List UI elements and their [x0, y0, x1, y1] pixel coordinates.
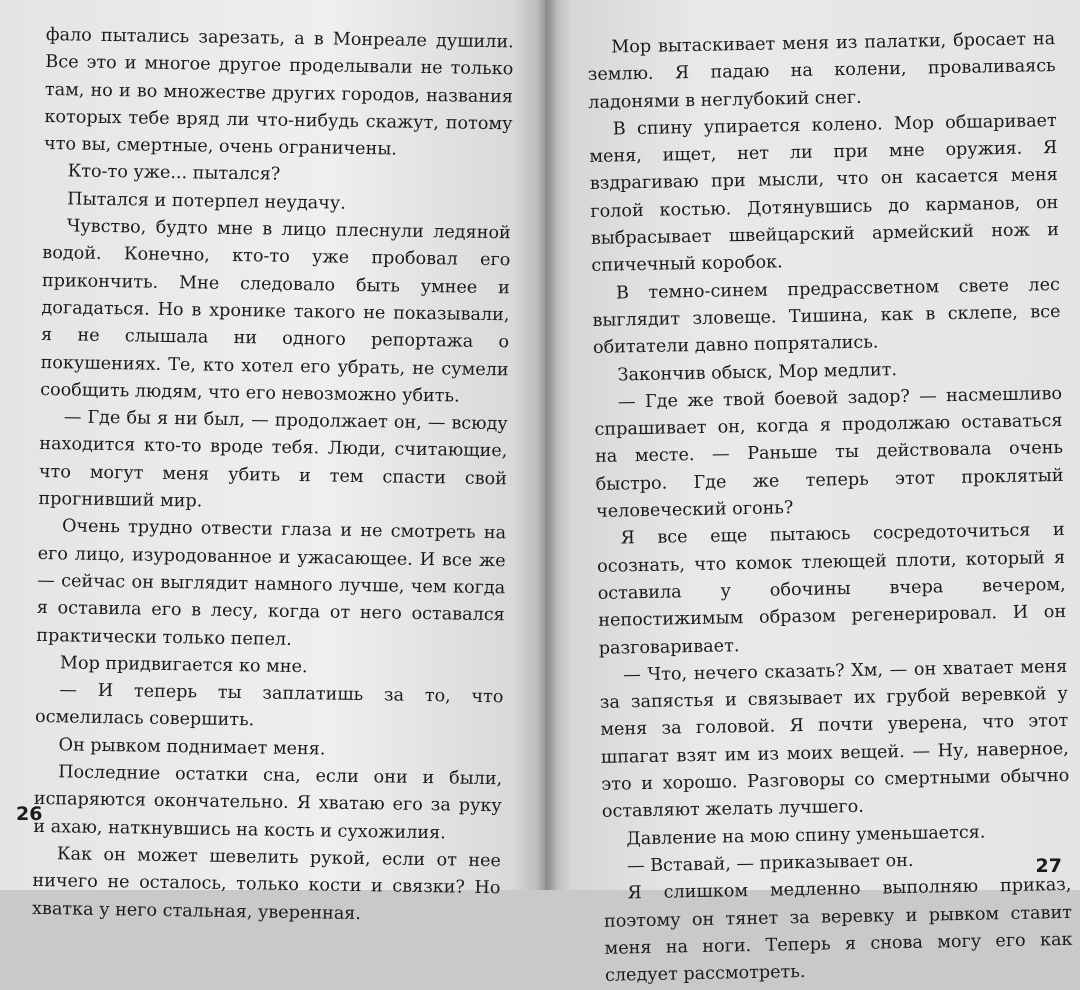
paragraph: Мор придвигается ко мне.: [59, 653, 308, 678]
paragraph: фало пытались зарезать, а в Монреале душили. Все это и многое другое проделывали не только там, но и во множестве других городов, названия которых тебе вряд ли что-нибудь скажут, потому что вы, смертные, очень ограничены.: [43, 24, 514, 160]
book-gutter-shadow: [536, 0, 558, 890]
paragraph: — Вставай, — приказывает он.: [626, 850, 914, 877]
paragraph: Давление на мою спину уменьшается.: [626, 822, 986, 849]
left-page-text: [32, 22, 514, 930]
paragraph: Я все еще пытаюсь сосредоточиться и осознать, что комок тлеющей плоти, который я оставила у обочины вчера вечером, непостижимым образом регенерировал. И он разговаривает.: [597, 520, 1067, 659]
right-page: [545, 0, 1080, 986]
page-number-left: 26: [16, 803, 43, 825]
paragraph: Чувство, будто мне в лицо плеснули ледяной водой. Конечно, кто-то уже пробовал его прикончить. Мне следовало быть умнее и догадаться. Но в хронике такого не показывали, я не слышала ни одного репортажа о покушениях. Те, кто хотел его убрать, не сумели сообщить людям, что его невозможно убить.: [40, 216, 511, 407]
paragraph: — Где же твой боевой задор? — насмешливо спрашивает он, когда я продолжаю оставаться на месте. — Раньше ты действовала очень быстро. Где же теперь этот проклятый человеческий огонь?: [594, 383, 1064, 522]
paragraph: — Что, нечего сказать? Хм, — он хватает меня за запястья и связывает их грубой веревкой у меня за головой. Я почти уверена, что этот шпагат взят им из моих вещей. — Ну, наверное, это и хорошо. Разговоры со смертными обычно оставляют желать лучшего.: [599, 656, 1070, 823]
right-page-text: [587, 26, 1073, 990]
paragraph: Кто-то уже... пытался?: [67, 161, 281, 186]
left-page: [0, 0, 545, 924]
page-number-right: 27: [1035, 855, 1062, 877]
paragraph: — Где бы я ни был, — продолжает он, — всюду находится кто-то вроде тебя. Люди, считающие, что могут меня убить и тем спасти свой прогнивший мир.: [38, 407, 508, 512]
paragraph: Последние остатки сна, если они и были, испаряются окончательно. Я хватаю его за руку и ахаю, наткнувшись на кость и сухожилия.: [33, 762, 503, 843]
paragraph: В спину упирается колено. Мор обшаривает меня, ищет, нет ли при мне оружия. Я вздрагиваю при мысли, что он касается меня голой костью. Дотянувшись до карманов, он выбрасывает швейцарский армейский нож и спичечный коробок.: [589, 110, 1060, 277]
paragraph: Очень трудно отвести глаза и не смотреть на его лицо, изуродованное и ужасающее. И все же — сейчас он выглядит намного лучше, чем когда я оставила его в лесу, когда от него оставался практически только пепел.: [36, 516, 507, 650]
paragraph: — И теперь ты заплатишь за то, что осмелилась совершить.: [34, 680, 504, 731]
paragraph: Я слишком медленно выполняю приказ, поэтому он тянет за веревку и рывком ставит меня на ноги. Теперь я снова могу его как следует рассмотреть.: [603, 875, 1073, 986]
paragraph: Он рывком поднимает меня.: [58, 735, 326, 760]
paragraph: Пытался и потерпел неудачу.: [67, 189, 346, 214]
paragraph: В темно-синем предрассветном свете лес выглядит зловеще. Тишина, как в склепе, все обитатели давно попрятались.: [592, 274, 1061, 359]
paragraph: Как он может шевелить рукой, если от нее ничего не осталось, только кости и связки? Но хватка у него стальная, уверенная.: [31, 844, 502, 924]
paragraph: Закончив обыск, Мор медлит.: [617, 359, 898, 386]
paragraph: Мор вытаскивает меня из палатки, бросает на землю. Я падаю на колени, проваливаясь ладонями в неглубокий снег.: [587, 29, 1056, 113]
